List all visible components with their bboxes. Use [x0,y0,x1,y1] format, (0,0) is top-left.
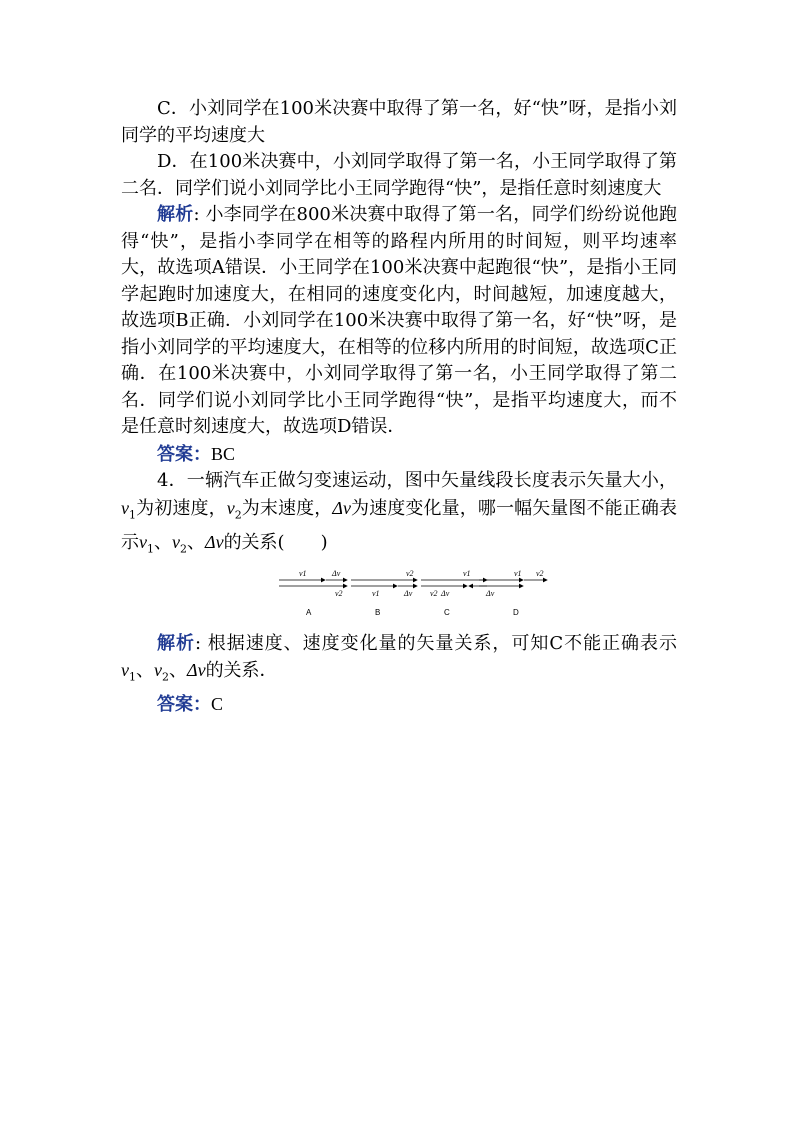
vector-diagram-figure [121,567,677,625]
answer-value: C [211,694,224,715]
analysis-1 [121,202,677,441]
option-c: C．小刘同学在100米决赛中取得了第一名，好“快”呀，是指小刘同学的平均速度大 [121,98,677,146]
answer-value: BC [211,443,236,464]
panel-a-top-label-0: v1 [299,568,307,578]
document-body [121,96,677,719]
analysis-2: 解析: 根据速度、速度变化量的矢量关系，可知C不能正确表示$v_1$、$v_2$、Δv的关系． [121,632,678,684]
panel-a-top-label-1: Δv [332,568,341,578]
analysis-label: 解析 [157,632,195,654]
panel-c [421,569,487,617]
panel-a-label: A [306,607,312,617]
panel-a-bottom-label-0: v2 [335,588,343,598]
panel-d-top-label-0: v1 [514,568,522,578]
vector-diagram [121,567,677,625]
panel-b-bottom-label-1: Δv [404,588,413,598]
panel-d [479,569,547,617]
panel-c-bottom-label-1: Δv [441,588,450,598]
panel-c-top-label-0: v1 [463,568,471,578]
panel-b-top-label-0: v2 [406,568,414,578]
answer-label: 答案： [157,694,211,716]
panel-b-label: B [375,607,381,617]
analysis-label: 解析 [157,204,194,225]
question-4: 4．一辆汽车正做匀变速运动，图中矢量线段长度表示矢量大小，$v_1$为初速度，$v_2$为末速度，Δv为速度变化量，哪一幅矢量图不能正确表示$v_1$、$v_2$、Δv的关系( ) [121,470,677,556]
answer-1 [121,441,677,469]
panel-b-bottom-label-0: v1 [372,588,380,598]
analysis-text: : 小李同学在800米决赛中取得了第一名，同学们纷纷说他跑得“快”，是指小李同学在相等的路程内所用的时间短，则平均速率大，故选项A错误．小王同学在100米决赛中起跑很“快”，是指小王同学起跑时加速度大，在相同的速度变化内，时间越短，加速度越大，故选项B正确．小刘同学在100米决赛中取得了第一名，好“快”呀，是指小刘同学的平均速度大，在相等的位移内所用的时间短，故选项C正确．在100米决赛中，小刘同学取得了第一名，小王同学取得了第二名．同学们说小刘同学比小王同学跑得“快”，是指平均速度大，而不是任意时刻速度大，故选项D错误． [121,204,678,437]
option-d: D．在100米决赛中，小刘同学取得了第一名，小王同学取得了第二名．同学们说小刘同学比小王同学跑得“快”，是指任意时刻速度大 [121,151,677,199]
panel-d-top-label-1: v2 [536,568,544,578]
panel-b [351,569,417,617]
panel-c-label: C [444,607,450,617]
panel-c-bottom-label-0: v2 [430,588,438,598]
panel-d-bottom-label-0: Δv [486,588,495,598]
answer-label: 答案： [157,443,211,465]
answer-2 [121,691,677,719]
panel-a [279,569,347,617]
panel-d-label: D [513,607,519,617]
